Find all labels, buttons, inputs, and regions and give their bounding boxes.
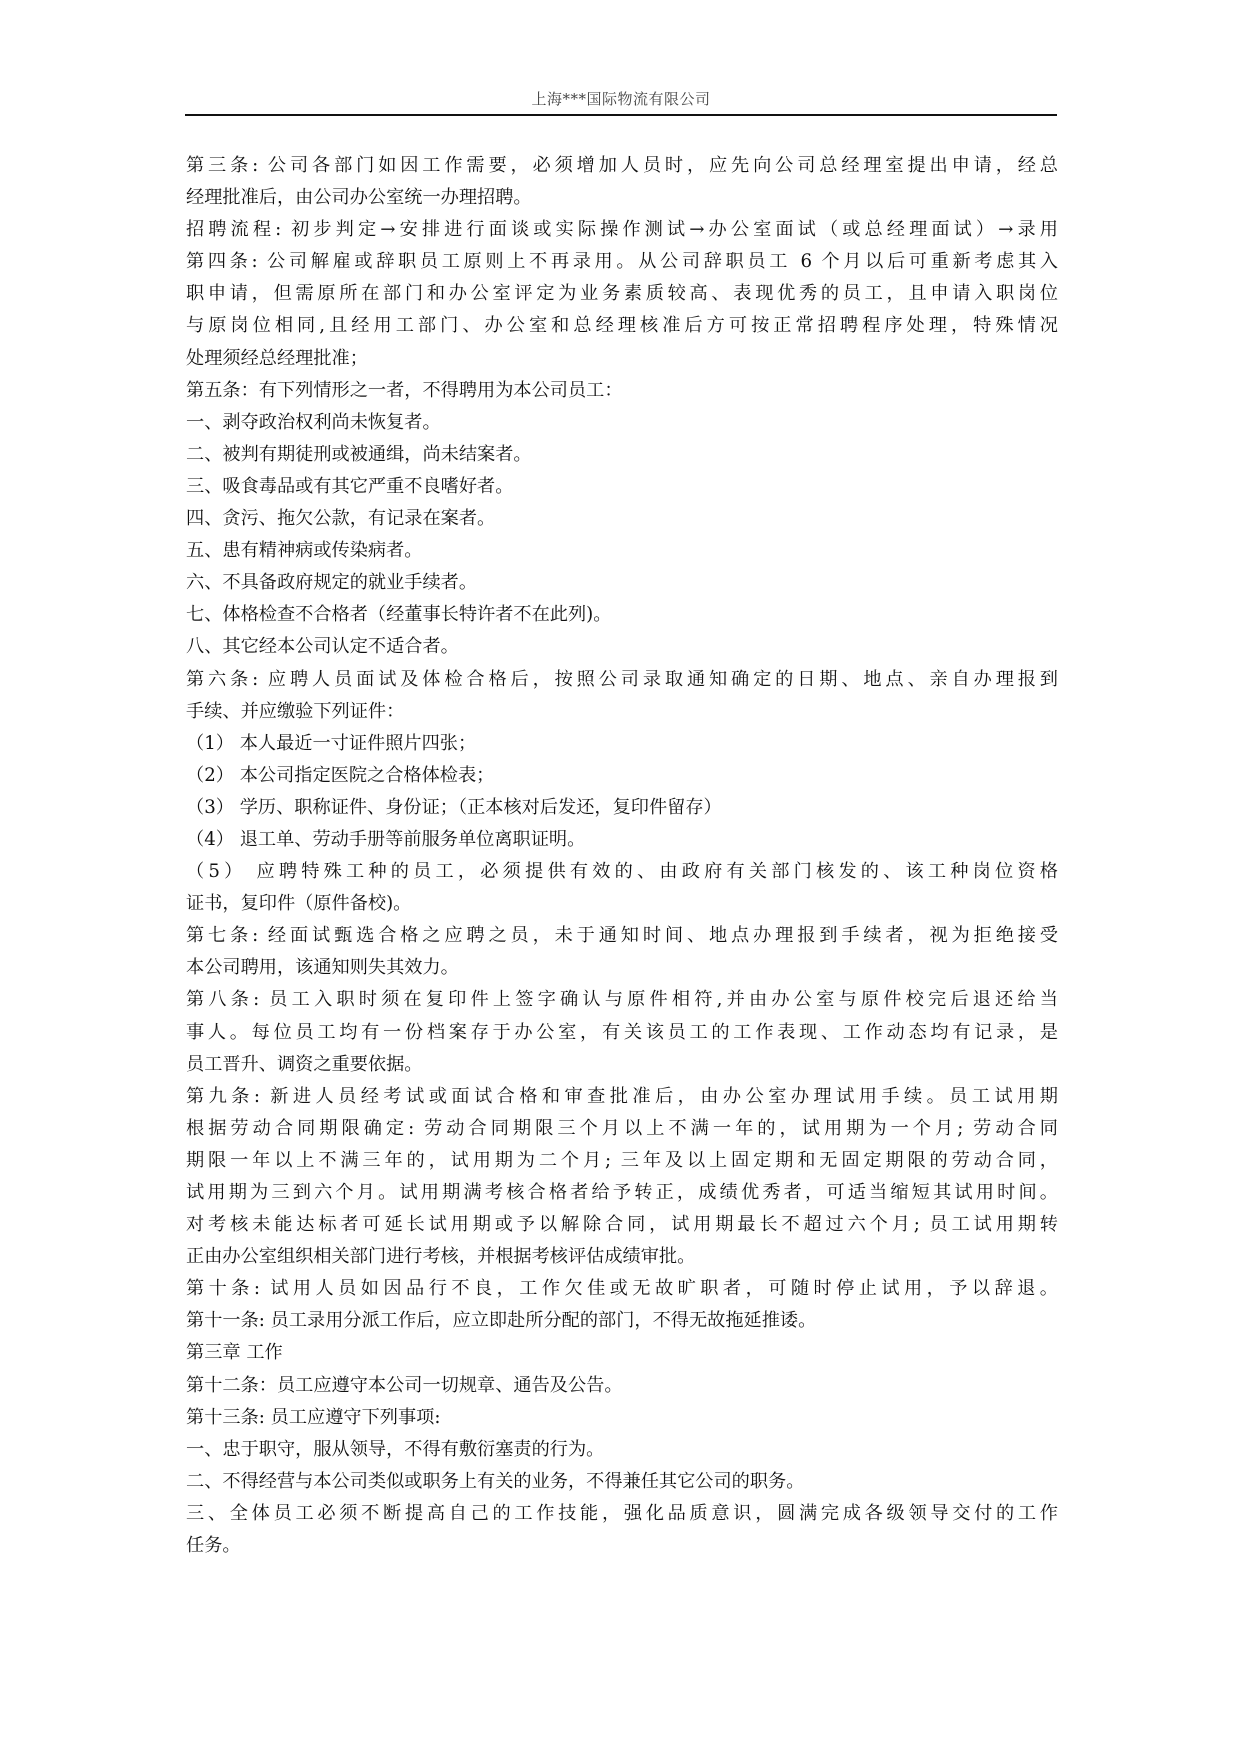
text-line: 三、全体员工必须不断提高自己的工作技能，强化品质意识，圆满完成各级领导交付的工作 (186, 1502, 1058, 1524)
text-line: 三、吸食毒品或有其它严重不良嗜好者。 (186, 475, 514, 497)
text-line: 六、不具备政府规定的就业手续者。 (186, 572, 478, 594)
text-line: 八、其它经本公司认定不适合者。 (186, 636, 459, 658)
text-line: 任务。 (186, 1535, 241, 1557)
text-line: 二、被判有期徒刑或被通缉，尚未结案者。 (186, 443, 532, 465)
text-line: （1） 本人最近一寸证件照片四张； (186, 732, 477, 754)
header-divider (185, 114, 1057, 116)
text-line: 一、忠于职守，服从领导，不得有敷衍塞责的行为。 (186, 1438, 605, 1460)
text-line: 第四条: 公司解雇或辞职员工原则上不再录用。从公司辞职员工 6 个月以后可重新考虑其入 (186, 251, 1058, 273)
text-line: 四、贪污、拖欠公款，有记录在案者。 (186, 508, 496, 530)
text-line: （5） 应聘特殊工种的员工，必须提供有效的、由政府有关部门核发的、该工种岗位资格 (186, 861, 1058, 883)
text-line: （4） 退工单、劳动手册等前服务单位离职证明。 (186, 828, 586, 850)
text-line: 手续、并应缴验下列证件： (186, 700, 405, 722)
text-line: 第十一条: 员工录用分派工作后，应立即赴所分配的部门，不得无故拖延推诿。 (186, 1310, 817, 1332)
text-line: 第十条: 试用人员如因品行不良，工作欠佳或无故旷职者，可随时停止试用，予以辞退。 (186, 1278, 1058, 1300)
text-line: 职申请，但需原所在部门和办公室评定为业务素质较高、表现优秀的员工，且申请入职岗位 (186, 283, 1058, 305)
text-line: （2） 本公司指定医院之合格体检表； (186, 764, 495, 786)
text-line: 五、患有精神病或传染病者。 (186, 540, 423, 562)
document-body (186, 150, 1058, 1562)
text-line: 第六条: 应聘人员面试及体检合格后，按照公司录取通知确定的日期、地点、亲自办理报到 (186, 668, 1058, 690)
text-line: 一、剥夺政治权利尚未恢复者。 (186, 411, 441, 433)
text-line: 试用期为三到六个月。试用期满考核合格者给予转正，成绩优秀者，可适当缩短其试用时间。 (186, 1182, 1058, 1203)
text-line: 事人。每位员工均有一份档案存于办公室，有关该员工的工作表现、工作动态均有记录，是 (186, 1021, 1058, 1043)
text-line: 经理批准后，由公司办公室统一办理招聘。 (186, 187, 532, 209)
text-line: 第十二条：员工应遵守本公司一切规章、通告及公告。 (186, 1374, 623, 1396)
text-line: 对考核未能达标者可延长试用期或予以解除合同，试用期最长不超过六个月; 员工试用期转 (186, 1214, 1058, 1236)
text-line: 期限一年以上不满三年的，试用期为二个月; 三年及以上固定期和无固定期限的劳动合同， (186, 1149, 1058, 1171)
text-line: 第三章 工作 (186, 1342, 283, 1364)
text-line: 员工晋升、调资之重要依据。 (186, 1053, 423, 1075)
text-line: 根据劳动合同期限确定: 劳动合同期限三个月以上不满一年的，试用期为一个月; 劳动合同 (186, 1117, 1058, 1139)
text-line: 招聘流程: 初步判定→安排进行面谈或实际操作测试→办公室面试（或总经理面试）→录用 (186, 219, 1058, 241)
text-line: 二、不得经营与本公司类似或职务上有关的业务，不得兼任其它公司的职务。 (186, 1470, 805, 1492)
text-line: 七、体格检查不合格者（经董事长特许者不在此列)。 (186, 604, 612, 626)
text-line: 第十三条: 员工应遵守下列事项: (186, 1406, 441, 1428)
text-line: （3） 学历、职称证件、身份证；（正本核对后发还，复印件留存） (186, 796, 722, 818)
text-line: 处理须经总经理批准； (186, 347, 368, 369)
text-line: 第七条: 经面试甄选合格之应聘之员，未于通知时间、地点办理报到手续者，视为拒绝接受 (186, 925, 1058, 947)
text-line: 本公司聘用，该通知则失其效力。 (186, 957, 459, 979)
text-line: 证书，复印件（原件备校)。 (186, 893, 412, 915)
text-line: 第八条: 员工入职时须在复印件上签字确认与原件相符,并由办公室与原件校完后退还给当 (186, 989, 1058, 1011)
text-line: 第九条: 新进人员经考试或面试合格和审查批准后，由办公室办理试用手续。员工试用期 (186, 1085, 1058, 1107)
text-line: 与原岗位相同,且经用工部门、办公室和总经理核准后方可按正常招聘程序处理，特殊情况 (186, 315, 1058, 337)
text-line: 正由办公室组织相关部门进行考核，并根据考核评估成绩审批。 (186, 1246, 696, 1268)
text-line: 第五条：有下列情形之一者，不得聘用为本公司员工： (186, 379, 623, 401)
page-header-company-name: 上海***国际物流有限公司 (531, 90, 711, 108)
text-line: 第三条: 公司各部门如因工作需要，必须增加人员时，应先向公司总经理室提出申请，经总 (186, 155, 1058, 176)
